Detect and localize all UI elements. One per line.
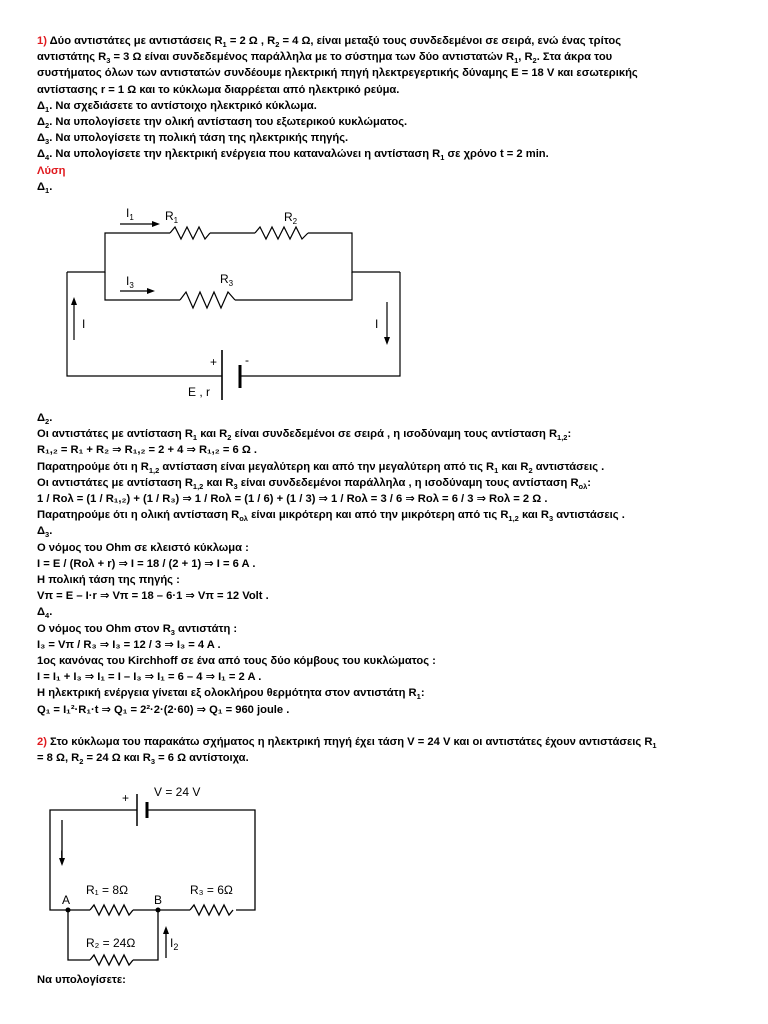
solution-d4-line5: Η ηλεκτρική ενέργεια γίνεται εξ ολοκλήρου θερμότητα στον αντιστάτη $R_1$: [37, 687, 425, 702]
problem1-line3: συστήματος όλων των αντιστατών συνδέουμε ηλεκτρική πηγή ηλεκτρεγερτικής δύναμης E = 18 V και εσωτερικής [37, 67, 638, 80]
label-i-left: I [82, 317, 86, 331]
problem2-line2: = 8 Ω, $R_2 = 24$ Ω και $R_3 = 6$ Ω αντίστοιχα. [37, 752, 249, 767]
problem1-line1: 1) Δύο αντιστάτες με αντιστάσεις $R_1 = 2$ Ω , $R_2 = 4$ Ω, είναι μεταξύ τους συνδεδεμένοι σε σειρά, ενώ ένας τρίτος [37, 35, 622, 50]
solution-d2-line6: Παρατηρούμε ότι η ολική αντίσταση $R_{o\lambda}$ είναι μικρότερη και από την μικρότερη από τις $R_{1,2}$ και $R_3$ αντιστάσεις . [37, 509, 625, 524]
solution-d3-line4: Vπ = E – I·r ⇒ Vπ = 18 – 6·1 ⇒ Vπ = 12 Volt . [37, 590, 269, 603]
solution-d3-line1: Ο νόμος του Ohm σε κλειστό κύκλωμα : [37, 541, 249, 554]
solution-d2-line4: Οι αντιστάτες με αντίσταση $R_{1,2}$ και $R_3$ είναι συνδεδεμένοι παράλληλα , η ισοδύναμη τους αντίσταση $R_{o\lambda}$: [37, 476, 592, 492]
solution-d4-line6: Q₁ = I₁²·R₁·t ⇒ Q₁ = 2²·2·(2·60) ⇒ Q₁ = 960 joule . [37, 703, 290, 716]
resistor-r1-symbol [90, 905, 133, 915]
label-i-right: I [375, 317, 379, 331]
wire-middle-left [105, 272, 180, 300]
solution-d4-line2: I₃ = Vπ / R₃ ⇒ I₃ = 12 / 3 ⇒ I₃ = 4 A . [37, 638, 221, 651]
question-d2: $\Delta_2$. Να υπολογίσετε την ολική αντίσταση του εξωτερικού κυκλώματος. [37, 116, 408, 131]
solution-d2-line1: Οι αντιστάτες με αντίσταση $R_1$ και $R_2$ είναι συνδεδεμένοι σε σειρά , η ισοδύναμη τους αντίσταση $R_{1,2}$: [37, 428, 572, 443]
label-r2: $R_2$ [284, 210, 298, 226]
solution-d2-line5: 1 / Rολ = (1 / R₁,₂) + (1 / R₃) ⇒ 1 / Rολ = (1 / 6) + (1 / 3) ⇒ 1 / Rολ = 3 / 6 ⇒ Rολ = 6 / 3 ⇒ Rολ = 2 Ω . [37, 493, 548, 506]
wire-bottom-right [133, 910, 158, 960]
label-r1: $R_1$ [165, 209, 179, 225]
label-source: E , r [188, 385, 211, 399]
problem1-line2: αντιστάτης $R_3 = 3$ Ω είναι συνδεδεμένος παράλληλα με το σύστημα των δύο αντιστατών $R_1$, $R_2$. Στα άκρα του [37, 51, 613, 66]
label-r3: $R_3$ [220, 272, 234, 288]
node-a: A [62, 893, 71, 907]
solution-d3-line2: I = E / (Rολ + r) ⇒ I = 18 / (2 + 1) ⇒ I = 6 A . [37, 557, 256, 570]
label-r1: R₁ = 8Ω [86, 883, 129, 897]
wire-top-left [67, 233, 170, 272]
resistor-r2-symbol [90, 955, 133, 965]
solution-d2-line3: Παρατηρούμε ότι η $R_{1,2}$ αντίσταση είναι μεγαλύτερη και από την μεγαλύτερη από τις $R_1$ και $R_2$ αντιστάσεις . [37, 460, 605, 475]
solution-heading: Λύση [37, 164, 66, 177]
label-plus: + [122, 791, 130, 805]
label-i1: $I_1$ [126, 206, 134, 222]
problem1-number: 1) [37, 35, 47, 47]
circuit-diagram-1 [60, 200, 420, 410]
label-plus: + [210, 355, 218, 369]
label-r3: R₃ = 6Ω [190, 883, 233, 897]
resistor-r2-symbol [255, 227, 308, 239]
label-minus: - [245, 353, 249, 367]
label-i3: $I_3$ [126, 274, 134, 290]
label-i: I [60, 848, 64, 862]
resistor-r1-symbol [170, 227, 210, 239]
footer-text: Να υπολογίσετε: [37, 974, 126, 986]
problem1-line4: αντίστασης r = 1 Ω και το κύκλωμα διαρρέεται από ηλεκτρικό ρεύμα. [37, 83, 400, 96]
node-b: B [154, 893, 163, 907]
solution-d3-heading: $\Delta_3$. [37, 525, 53, 540]
solution-d4-line3: 1ος κανόνας του Kirchhoff σε ένα από τους δύο κόμβους του κυκλώματος : [37, 655, 436, 668]
wire-top-right [308, 233, 400, 272]
label-r2: R₂ = 24Ω [86, 936, 136, 950]
label-voltage: V = 24 V [154, 785, 201, 799]
solution-d4-line1: Ο νόμος του Ohm στον $R_3$ αντιστάτη : [37, 622, 238, 637]
problem2-number: 2) [37, 735, 47, 748]
resistor-r3-symbol [190, 905, 233, 915]
solution-d3-line3: Η πολική τάση της πηγής : [37, 574, 180, 587]
circuit-diagram-2 [40, 780, 280, 970]
question-d3: $\Delta_3$. Να υπολογίσετε τη πολική τάση της ηλεκτρικής πηγής. [37, 132, 349, 147]
solution-d2-line2: R₁,₂ = R₁ + R₂ ⇒ R₁,₂ = 2 + 4 ⇒ R₁,₂ = 6 Ω . [37, 444, 258, 457]
solution-d1-heading: $\Delta_1$. [37, 180, 53, 196]
resistor-r3-symbol [180, 292, 235, 308]
wire-middle-right [235, 272, 352, 300]
wire-bottom-left [68, 910, 90, 960]
question-d4: $\Delta_4$. Να υπολογίσετε την ηλεκτρική ενέργεια που καταναλώνει η αντίσταση $R_1$ σε χρόνο t = 2 min. [37, 148, 549, 163]
solution-d4-line4: I = I₁ + I₃ ⇒ I₁ = I – I₃ ⇒ I₁ = 6 – 4 ⇒ I₁ = 2 A . [37, 671, 262, 684]
solution-d4-heading: $\Delta_4$. [37, 606, 53, 621]
problem2-line1: 2) Στο κύκλωμα του παρακάτω σχήματος η ηλεκτρική πηγή έχει τάση V = 24 V και οι αντιστάτες έχουν αντιστάσεις $R_1$ [37, 735, 657, 751]
wire-left [67, 272, 222, 376]
solution-d2-heading: $\Delta_2$. [37, 412, 53, 427]
question-d1: $\Delta_1$. Να σχεδιάσετε το αντίστοιχο ηλεκτρικό κύκλωμα. [37, 99, 317, 115]
label-i2: $I_2$ [170, 936, 179, 952]
